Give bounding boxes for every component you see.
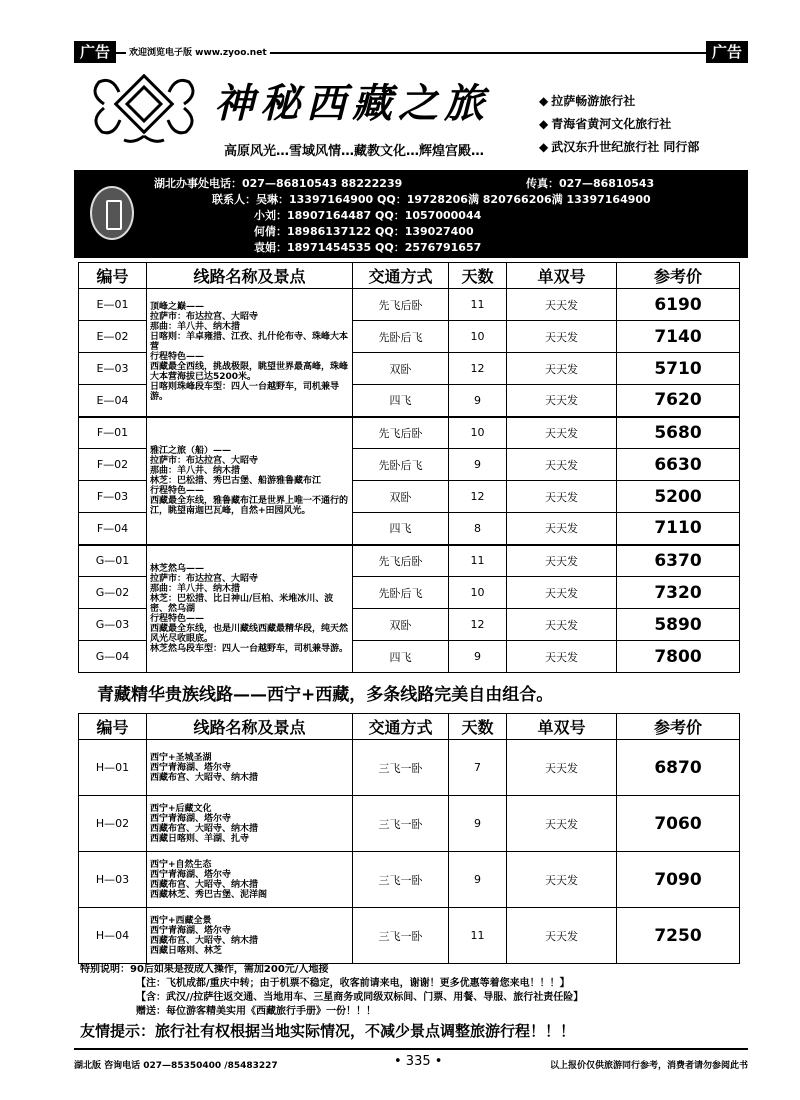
route-description: 雅江之旅（船）—— 拉萨市：布达拉宫、大昭寺 那曲：羊八井、纳木措 林芝：巴松措、秀巴古堡、船游雅鲁藏布江 行程特色—— 西藏最全东线，雅鲁藏布江是世界上唯一不通行的江，眺望南迦巴瓦峰，自然+田园风光。 (147, 417, 353, 545)
transport-mode: 先飞后卧 (353, 289, 449, 321)
col-header-days: 天数 (449, 263, 507, 289)
table-row (79, 417, 740, 449)
route-code: H—02 (79, 796, 147, 852)
table-row (79, 908, 740, 964)
route-code: H—03 (79, 852, 147, 908)
includes-note: 【含：武汉//拉萨往返交通、当地用车、三星商务或同级双标间、门票、用餐、导服、旅行社责任险】 (136, 992, 584, 1003)
col-header-code: 编号 (79, 263, 147, 289)
flight-note: 【注：飞机成都/重庆中转；由于机票不稳定，收客前请来电，谢谢！更多优惠等着您来电！！！】 (136, 978, 570, 989)
trip-days: 8 (449, 513, 507, 545)
premium-route-banner: 青藏精华贵族线路——西宁+西藏，多条线路完美自由组合。 (97, 685, 554, 705)
transport-mode: 先卧后飞 (353, 321, 449, 353)
route-description: 顶峰之巅—— 拉萨市：布达拉宫、大昭寺 那曲：羊八井、纳木措 日喀则：羊卓雍措、江孜、扎什伦布寺、珠峰大本营 行程特色—— 西藏最全西线，挑战极限，眺望世界最高峰，珠峰大本营海拔已达5200米。 日喀则珠峰段车型：四人一台越野车，司机兼导游。 (147, 289, 353, 417)
endless-knot-icon (84, 74, 204, 144)
departure-schedule: 天天发 (507, 796, 617, 852)
departure-schedule: 天天发 (507, 321, 617, 353)
table-header-row (79, 714, 740, 740)
col-header-schedule: 单双号 (507, 263, 617, 289)
trip-days: 7 (449, 740, 507, 796)
departure-schedule: 天天发 (507, 545, 617, 577)
route-description: 西宁+西藏全景 西宁青海湖、塔尔寺 西藏布宫、大昭寺、纳木措 西藏日喀则、林芝 (147, 908, 353, 964)
route-code: F—01 (79, 417, 147, 449)
route-code: G—03 (79, 609, 147, 641)
reference-price: 6870 (617, 740, 740, 796)
col-header-code: 编号 (79, 714, 147, 740)
table-row (79, 740, 740, 796)
departure-schedule: 天天发 (507, 908, 617, 964)
transport-mode: 三飞一卧 (353, 908, 449, 964)
transport-mode: 先卧后飞 (353, 449, 449, 481)
footer-hotline: 湖北版 咨询电话 027—85350400 /85483227 (74, 1061, 278, 1071)
transport-mode: 四飞 (353, 385, 449, 417)
table-row (79, 852, 740, 908)
office-phone: 湖北办事处电话：027—86810543 88222239 (154, 177, 403, 190)
trip-days: 12 (449, 353, 507, 385)
route-table-body (79, 289, 740, 673)
col-header-transport: 交通方式 (353, 714, 449, 740)
route-code: E—01 (79, 289, 147, 321)
reference-price: 5890 (617, 609, 740, 641)
transport-mode: 先飞后卧 (353, 545, 449, 577)
contact-line: 袁娟：18971454535 QQ：2576791657 (254, 241, 482, 254)
departure-schedule: 天天发 (507, 385, 617, 417)
route-description: 西宁+自然生态 西宁青海湖、塔尔寺 西藏布宫、大昭寺、纳木措 西藏林芝、秀巴古堡、泥洋阁 (147, 852, 353, 908)
trip-days: 12 (449, 481, 507, 513)
departure-schedule: 天天发 (507, 609, 617, 641)
departure-schedule: 天天发 (507, 417, 617, 449)
warm-reminder: 友情提示：旅行社有权根据当地实际情况，不减少景点调整旅游行程！！！ (80, 1022, 576, 1040)
route-description: 西宁+圣城圣湖 西宁青海湖、塔尔寺 西藏布宫、大昭寺、纳木措 (147, 740, 353, 796)
footer-disclaimer: 以上报价仅供旅游同行参考，消费者请勿参阅此书 (549, 1061, 748, 1071)
departure-schedule: 天天发 (507, 353, 617, 385)
agency-list (539, 90, 699, 159)
trip-days: 11 (449, 908, 507, 964)
trip-days: 9 (449, 449, 507, 481)
agency-item: ◆ 武汉东升世纪旅行社 同行部 (539, 136, 699, 159)
reference-price: 7250 (617, 908, 740, 964)
route-code: H—01 (79, 740, 147, 796)
transport-mode: 三飞一卧 (353, 796, 449, 852)
page-number: • 335 • (394, 1054, 443, 1069)
reference-price: 7320 (617, 577, 740, 609)
gift-note: 赠送：每位游客精美实用《西藏旅行手册》一份！！！ (136, 1006, 376, 1017)
top-bar (74, 41, 748, 65)
trip-days: 11 (449, 289, 507, 321)
col-header-price: 参考价 (617, 714, 740, 740)
page-footer (74, 1048, 748, 1072)
reference-price: 6370 (617, 545, 740, 577)
trip-days: 9 (449, 852, 507, 908)
trip-days: 9 (449, 641, 507, 673)
ad-header (74, 66, 748, 166)
transport-mode: 先飞后卧 (353, 417, 449, 449)
trip-days: 10 (449, 577, 507, 609)
route-code: G—04 (79, 641, 147, 673)
trip-days: 9 (449, 796, 507, 852)
departure-schedule: 天天发 (507, 577, 617, 609)
transport-mode: 双卧 (353, 353, 449, 385)
phone-icon (90, 186, 134, 240)
col-header-route: 线路名称及景点 (147, 714, 353, 740)
route-code: F—02 (79, 449, 147, 481)
reference-price: 7090 (617, 852, 740, 908)
contact-line: 何倩：18986137122 QQ：139027400 (254, 225, 474, 238)
col-header-route: 线路名称及景点 (147, 263, 353, 289)
table-row (79, 289, 740, 321)
trip-days: 12 (449, 609, 507, 641)
table-row (79, 796, 740, 852)
route-description: 西宁+后藏文化 西宁青海湖、塔尔寺 西藏布宫、大昭寺、纳木措 西藏日喀则、羊湖、扎寺 (147, 796, 353, 852)
transport-mode: 四飞 (353, 641, 449, 673)
reference-price: 5200 (617, 481, 740, 513)
table-header-row (79, 263, 740, 289)
trip-days: 11 (449, 545, 507, 577)
reference-price: 5680 (617, 417, 740, 449)
contact-line: 小刘：18907164487 QQ：1057000044 (254, 209, 482, 222)
notes-section (80, 963, 750, 1041)
reference-price: 7060 (617, 796, 740, 852)
route-table-qinghai-tibet (78, 713, 740, 964)
route-code: H—04 (79, 908, 147, 964)
reference-price: 7110 (617, 513, 740, 545)
col-header-schedule: 单双号 (507, 714, 617, 740)
table-row (79, 545, 740, 577)
agency-item: ◆ 拉萨畅游旅行社 (539, 90, 699, 113)
brand-title: 神秘西藏之旅 (214, 80, 490, 127)
route-description: 林芝然乌—— 拉萨市：布达拉宫、大昭寺 那曲：羊八井、纳木措 林芝：巴松措、比日神山/巨柏、米堆冰川、波密、然乌湖 行程特色—— 西藏最全东线，也是川藏线西藏最精华段，纯天然风光尽收眼底。 林芝然乌段车型：四人一台越野车，司机兼导游。 (147, 545, 353, 673)
special-note: 特别说明：90后如果是按成人操作，需加200元/人地接 (80, 964, 329, 975)
ad-tag-right: 广告 (706, 41, 748, 63)
contact-line: 联系人：吴琳：13397164900 QQ：19728206满 820766206满 13397164900 (212, 193, 651, 206)
fax-number: 传真：027—86810543 (526, 177, 655, 190)
route-code: G—02 (79, 577, 147, 609)
agency-item: ◆ 青海省黄河文化旅行社 (539, 113, 699, 136)
reference-price: 6630 (617, 449, 740, 481)
welcome-text: 欢迎浏览电子版 www.zyoo.net (126, 45, 270, 58)
transport-mode: 双卧 (353, 481, 449, 513)
departure-schedule: 天天发 (507, 852, 617, 908)
transport-mode: 三飞一卧 (353, 740, 449, 796)
tagline: 高原风光…雪域风情…藏教文化…辉煌宫殿… (224, 144, 485, 159)
departure-schedule: 天天发 (507, 289, 617, 321)
route-code: G—01 (79, 545, 147, 577)
departure-schedule: 天天发 (507, 481, 617, 513)
route-table-tibet (78, 262, 740, 673)
transport-mode: 先卧后飞 (353, 577, 449, 609)
contact-panel (74, 170, 748, 258)
route-code: E—04 (79, 385, 147, 417)
trip-days: 9 (449, 385, 507, 417)
departure-schedule: 天天发 (507, 740, 617, 796)
reference-price: 6190 (617, 289, 740, 321)
route-code: F—03 (79, 481, 147, 513)
trip-days: 10 (449, 417, 507, 449)
route-code: E—03 (79, 353, 147, 385)
departure-schedule: 天天发 (507, 513, 617, 545)
departure-schedule: 天天发 (507, 449, 617, 481)
reference-price: 7620 (617, 385, 740, 417)
col-header-price: 参考价 (617, 263, 740, 289)
reference-price: 7800 (617, 641, 740, 673)
departure-schedule: 天天发 (507, 641, 617, 673)
route-code: F—04 (79, 513, 147, 545)
route-code: E—02 (79, 321, 147, 353)
trip-days: 10 (449, 321, 507, 353)
col-header-transport: 交通方式 (353, 263, 449, 289)
transport-mode: 四飞 (353, 513, 449, 545)
reference-price: 7140 (617, 321, 740, 353)
ad-tag-left: 广告 (74, 41, 116, 63)
reference-price: 5710 (617, 353, 740, 385)
col-header-days: 天数 (449, 714, 507, 740)
route-table-body (79, 740, 740, 964)
transport-mode: 三飞一卧 (353, 852, 449, 908)
transport-mode: 双卧 (353, 609, 449, 641)
